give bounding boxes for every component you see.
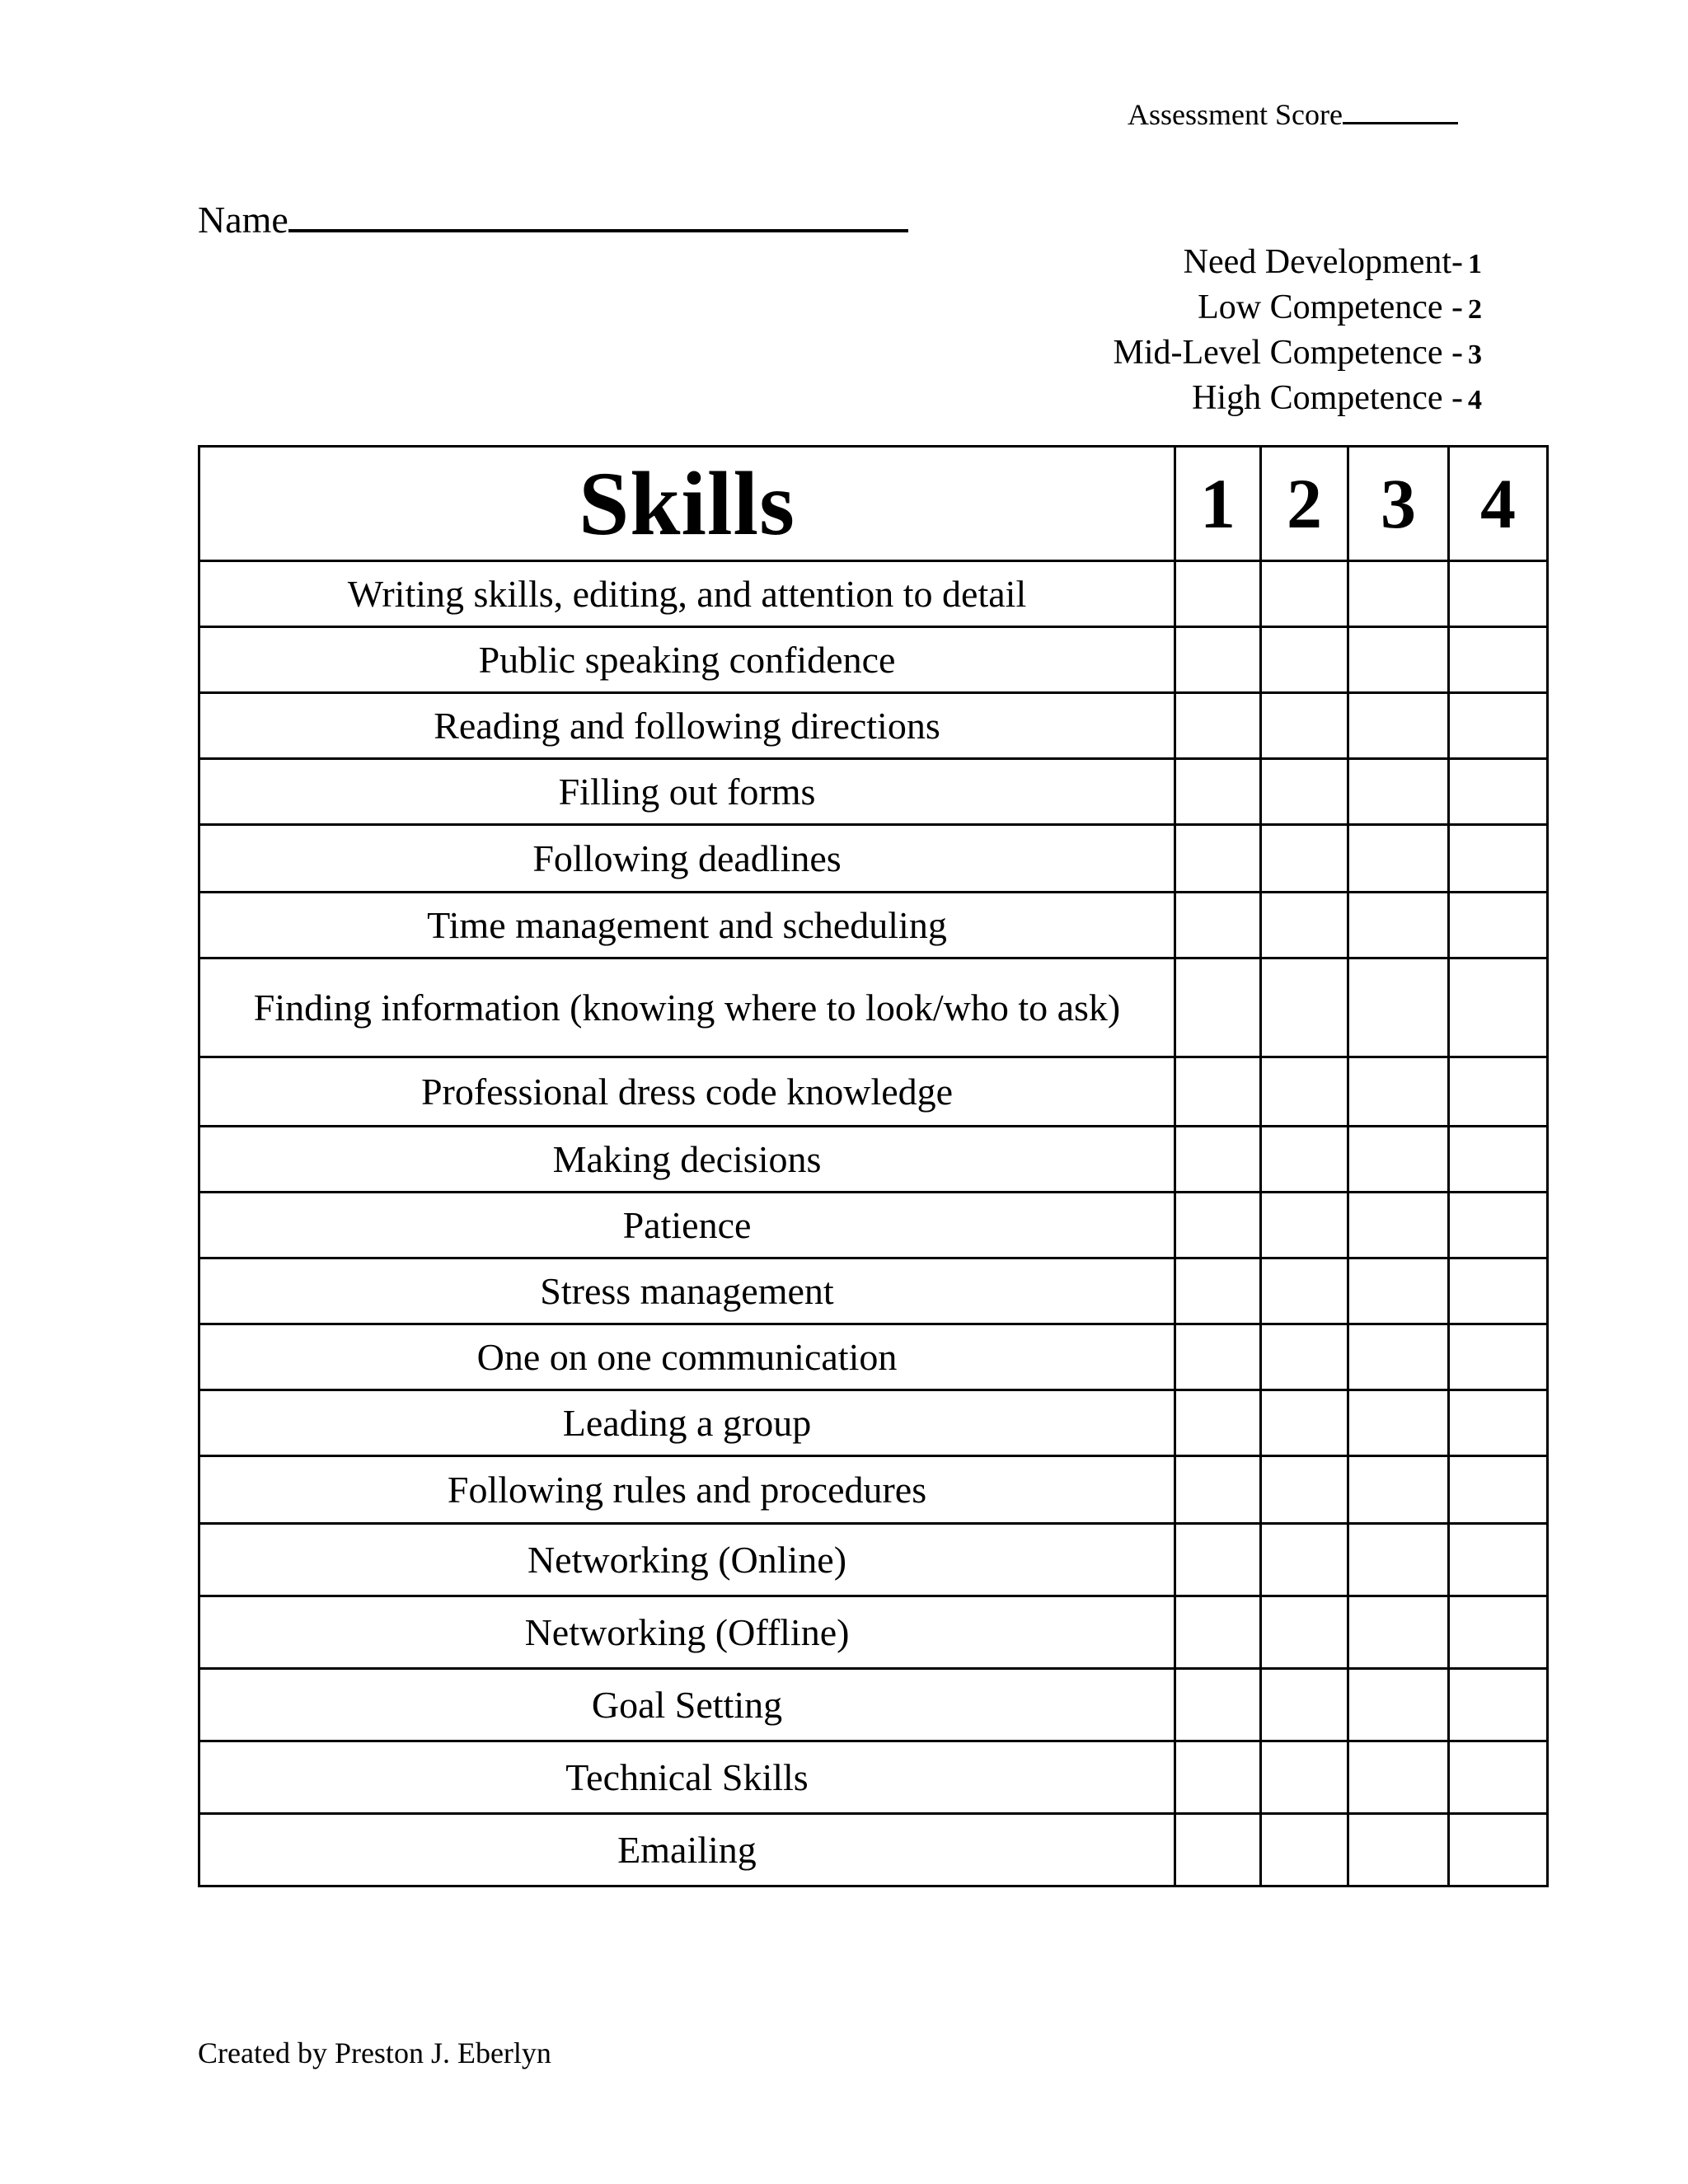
skill-label: Following rules and procedures — [199, 1456, 1175, 1524]
skill-label: Patience — [199, 1193, 1175, 1258]
skill-label: Public speaking confidence — [199, 627, 1175, 693]
rating-box-1[interactable] — [1175, 1193, 1261, 1258]
skill-label: Reading and following directions — [199, 693, 1175, 759]
rating-box-4[interactable] — [1449, 1596, 1548, 1669]
table-row — [199, 1193, 1548, 1258]
legend-item: High Competence - 4 — [1192, 379, 1482, 417]
rating-box-3[interactable] — [1348, 1741, 1449, 1814]
rating-box-2[interactable] — [1261, 1057, 1348, 1127]
table-header-row — [199, 447, 1548, 561]
rating-box-2[interactable] — [1261, 1596, 1348, 1669]
rating-box-3[interactable] — [1348, 561, 1449, 627]
rating-box-3[interactable] — [1348, 693, 1449, 759]
skills-column-header: Skills — [199, 447, 1175, 561]
rating-box-2[interactable] — [1261, 1669, 1348, 1741]
assessment-score-field — [1128, 97, 1482, 132]
rating-box-2[interactable] — [1261, 1814, 1348, 1886]
skill-label: Stress management — [199, 1258, 1175, 1324]
rating-box-3[interactable] — [1348, 1814, 1449, 1886]
rating-box-3[interactable] — [1348, 1669, 1449, 1741]
table-row — [199, 958, 1548, 1057]
rating-box-2[interactable] — [1261, 958, 1348, 1057]
rating-box-3[interactable] — [1348, 1324, 1449, 1390]
rating-box-4[interactable] — [1449, 958, 1548, 1057]
rating-box-3[interactable] — [1348, 1193, 1449, 1258]
rating-box-1[interactable] — [1175, 893, 1261, 958]
rating-box-3[interactable] — [1348, 1596, 1449, 1669]
skill-label: Goal Setting — [199, 1669, 1175, 1741]
rating-box-3[interactable] — [1348, 1127, 1449, 1193]
table-row — [199, 1127, 1548, 1193]
table-row — [199, 693, 1548, 759]
rating-box-3[interactable] — [1348, 1456, 1449, 1524]
rating-box-3[interactable] — [1348, 1258, 1449, 1324]
table-row — [199, 1057, 1548, 1127]
rating-box-3[interactable] — [1348, 958, 1449, 1057]
name-field — [198, 196, 908, 241]
assessment-score-blank[interactable] — [1343, 99, 1458, 124]
rating-box-3[interactable] — [1348, 759, 1449, 825]
rating-box-4[interactable] — [1449, 561, 1548, 627]
rating-box-4[interactable] — [1449, 627, 1548, 693]
table-row — [199, 1324, 1548, 1390]
rating-box-1[interactable] — [1175, 759, 1261, 825]
skill-label: Following deadlines — [199, 825, 1175, 893]
rating-box-1[interactable] — [1175, 825, 1261, 893]
rating-box-1[interactable] — [1175, 693, 1261, 759]
rating-box-2[interactable] — [1261, 1741, 1348, 1814]
rating-box-1[interactable] — [1175, 1814, 1261, 1886]
rating-box-2[interactable] — [1261, 627, 1348, 693]
rating-box-4[interactable] — [1449, 1258, 1548, 1324]
rating-box-2[interactable] — [1261, 759, 1348, 825]
rating-box-1[interactable] — [1175, 1741, 1261, 1814]
skill-label: Writing skills, editing, and attention to detail — [199, 561, 1175, 627]
skill-label: Networking (Offline) — [199, 1596, 1175, 1669]
legend-item: Low Competence - 2 — [1198, 288, 1482, 326]
skill-label: Leading a group — [199, 1390, 1175, 1456]
rating-box-4[interactable] — [1449, 1456, 1548, 1524]
rating-box-1[interactable] — [1175, 1258, 1261, 1324]
skills-table-body — [199, 561, 1548, 1886]
rating-box-3[interactable] — [1348, 1524, 1449, 1596]
rating-box-4[interactable] — [1449, 893, 1548, 958]
skill-label: Finding information (knowing where to look/who to ask) — [199, 958, 1175, 1057]
rating-box-1[interactable] — [1175, 1390, 1261, 1456]
rating-box-4[interactable] — [1449, 1193, 1548, 1258]
skill-label: Networking (Online) — [199, 1524, 1175, 1596]
table-row — [199, 1258, 1548, 1324]
rating-legend — [1113, 241, 1482, 422]
rating-box-4[interactable] — [1449, 1741, 1548, 1814]
rating-box-4[interactable] — [1449, 1057, 1548, 1127]
rating-box-1[interactable] — [1175, 561, 1261, 627]
rating-box-1[interactable] — [1175, 627, 1261, 693]
rating-box-3[interactable] — [1348, 1390, 1449, 1456]
rating-box-3[interactable] — [1348, 825, 1449, 893]
table-row — [199, 1814, 1548, 1886]
rating-box-2[interactable] — [1261, 1524, 1348, 1596]
table-row — [199, 1390, 1548, 1456]
skill-label: Technical Skills — [199, 1741, 1175, 1814]
table-row — [199, 825, 1548, 893]
rating-box-2[interactable] — [1261, 1127, 1348, 1193]
rating-box-1[interactable] — [1175, 1324, 1261, 1390]
rating-box-2[interactable] — [1261, 893, 1348, 958]
rating-box-2[interactable] — [1261, 1324, 1348, 1390]
rating-box-2[interactable] — [1261, 561, 1348, 627]
rating-box-4[interactable] — [1449, 759, 1548, 825]
rating-box-1[interactable] — [1175, 1456, 1261, 1524]
name-blank[interactable] — [288, 196, 908, 232]
skill-label: One on one communication — [199, 1324, 1175, 1390]
level-1-column-header: 1 — [1175, 447, 1261, 561]
table-row — [199, 1596, 1548, 1669]
rating-box-1[interactable] — [1175, 1524, 1261, 1596]
rating-box-3[interactable] — [1348, 627, 1449, 693]
rating-box-1[interactable] — [1175, 1596, 1261, 1669]
table-row — [199, 1524, 1548, 1596]
rating-box-1[interactable] — [1175, 958, 1261, 1057]
skill-label: Professional dress code knowledge — [199, 1057, 1175, 1127]
table-row — [199, 1741, 1548, 1814]
level-2-column-header: 2 — [1261, 447, 1348, 561]
name-label: Name — [198, 199, 288, 241]
rating-box-4[interactable] — [1449, 1669, 1548, 1741]
table-row — [199, 1456, 1548, 1524]
rating-box-2[interactable] — [1261, 1193, 1348, 1258]
legend-item: Mid-Level Competence - 3 — [1113, 334, 1482, 372]
rating-box-1[interactable] — [1175, 1057, 1261, 1127]
legend-item: Need Development- 1 — [1183, 243, 1482, 281]
table-row — [199, 893, 1548, 958]
rating-box-4[interactable] — [1449, 825, 1548, 893]
table-row — [199, 1669, 1548, 1741]
rating-box-4[interactable] — [1449, 1127, 1548, 1193]
table-row — [199, 759, 1548, 825]
rating-box-2[interactable] — [1261, 825, 1348, 893]
rating-box-4[interactable] — [1449, 1524, 1548, 1596]
level-4-column-header: 4 — [1449, 447, 1548, 561]
rating-box-4[interactable] — [1449, 693, 1548, 759]
table-row — [199, 561, 1548, 627]
rating-box-3[interactable] — [1348, 893, 1449, 958]
rating-box-1[interactable] — [1175, 1127, 1261, 1193]
skill-label: Filling out forms — [199, 759, 1175, 825]
rating-box-2[interactable] — [1261, 1258, 1348, 1324]
creator-credit: Created by Preston J. Eberlyn — [198, 2036, 551, 2069]
level-3-column-header: 3 — [1348, 447, 1449, 561]
rating-box-2[interactable] — [1261, 1456, 1348, 1524]
rating-box-2[interactable] — [1261, 1390, 1348, 1456]
rating-box-4[interactable] — [1449, 1390, 1548, 1456]
skill-label: Emailing — [199, 1814, 1175, 1886]
rating-box-4[interactable] — [1449, 1814, 1548, 1886]
skill-label: Making decisions — [199, 1127, 1175, 1193]
skills-table — [198, 445, 1549, 1887]
skill-label: Time management and scheduling — [199, 893, 1175, 958]
rating-box-2[interactable] — [1261, 693, 1348, 759]
assessment-score-label: Assessment Score — [1128, 98, 1343, 131]
rating-box-4[interactable] — [1449, 1324, 1548, 1390]
table-row — [199, 627, 1548, 693]
rating-box-3[interactable] — [1348, 1057, 1449, 1127]
rating-box-1[interactable] — [1175, 1669, 1261, 1741]
